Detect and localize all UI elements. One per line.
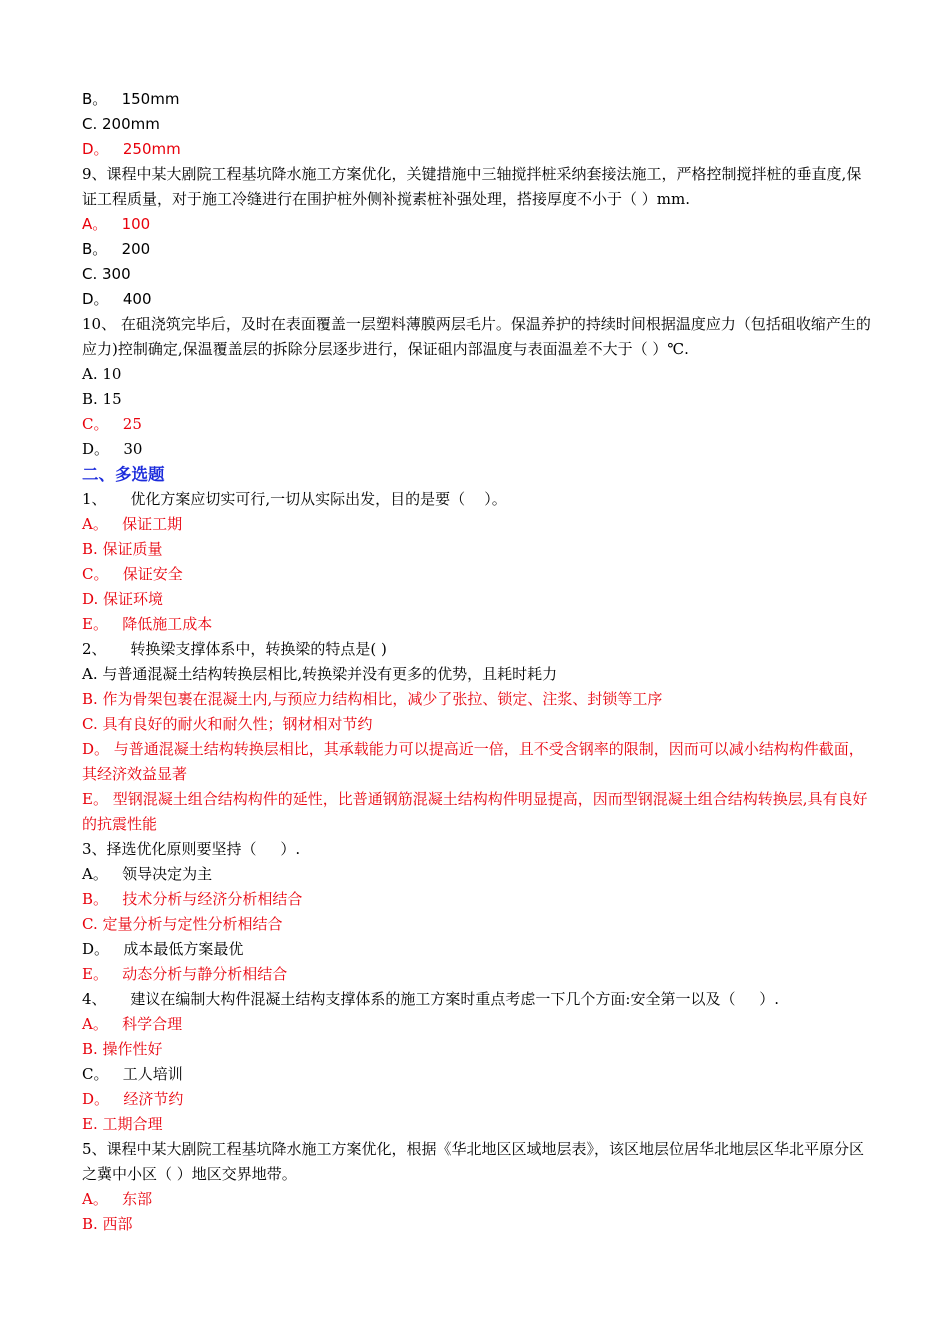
mq4-question: 4、 建议在编制大构件混凝土结构支撑体系的施工方案时重点考虑一下几个方面:安全第一以及（ ）.: [82, 990, 780, 1008]
mq3-option-b-correct: B。 技术分析与经济分析相结合: [82, 890, 303, 908]
mq3-option-d: D。 成本最低方案最优: [82, 940, 244, 958]
mq5-option-b-correct: B. 西部: [82, 1215, 133, 1233]
q10-question: 10、 在砠浇筑完毕后，及时在表面覆盖一层塑料薄膜两层毛片。保温养护的持续时间根据温度应力（包括砠收缩产生的应力)控制确定,保温覆盖层的拆除分层逐步进行，保证砠内部温度与表面温差不大于（ ）℃.: [82, 315, 871, 358]
mq3-question: 3、择选优化原则要坚持（ ）.: [82, 840, 301, 858]
q8-option-d-correct: D。 250mm: [82, 140, 181, 158]
mq1-option-a-correct: A。 保证工期: [82, 515, 183, 533]
q10-option-a: A. 10: [82, 365, 122, 383]
mq4-option-e-correct: E. 工期合理: [82, 1115, 163, 1133]
mq4-option-b-correct: B. 操作性好: [82, 1040, 163, 1058]
mq3-option-e-correct: E。 动态分析与静分析相结合: [82, 965, 288, 983]
mq1-option-b-correct: B. 保证质量: [82, 540, 163, 558]
section-heading-multiple-choice: 二、多选题: [82, 465, 165, 484]
mq1-option-d-correct: D. 保证环境: [82, 590, 164, 608]
mq3-option-c-correct: C. 定量分析与定性分析相结合: [82, 915, 283, 933]
q10-option-b: B. 15: [82, 390, 122, 408]
mq5-option-a-correct: A。 东部: [82, 1190, 153, 1208]
mq2-question: 2、 转换梁支撑体系中，转换梁的特点是( ): [82, 640, 387, 658]
mq4-option-d-correct: D。 经济节约: [82, 1090, 184, 1108]
q10-option-d: D。 30: [82, 440, 143, 458]
mq3-option-a: A。 领导决定为主: [82, 865, 213, 883]
mq1-option-e-correct: E。 降低施工成本: [82, 615, 213, 633]
mq2-option-d-correct: D。 与普通混凝土结构转换层相比，其承载能力可以提高近一倍，且不受含钢率的限制，因而可以减小结构构件截面，其经济效益显著: [82, 740, 864, 783]
mq2-option-b-correct: B. 作为骨架包裹在混凝土内,与预应力结构相比，减少了张拉、锁定、注浆、封锁等工序: [82, 690, 663, 708]
q9-option-b: B。 200: [82, 240, 151, 258]
q9-question: 9、课程中某大剧院工程基坑降水施工方案优化，关键措施中三轴搅拌桩采纳套接法施工，严格控制搅拌桩的垂直度,保证工程质量，对于施工冷缝进行在围护桩外侧补搅素桩补强处理，搭接厚度不小于（ ）mm.: [82, 165, 862, 208]
q9-option-c: C. 300: [82, 265, 131, 283]
mq1-option-c-correct: C。 保证安全: [82, 565, 183, 583]
mq2-option-e-correct: E。 型钢混凝土组合结构构件的延性，比普通钢筋混凝土结构构件明显提高，因而型钢混凝土组合结构转换层,具有良好的抗震性能: [82, 790, 868, 833]
mq5-question: 5、课程中某大剧院工程基坑降水施工方案优化，根据《华北地区区域地层表》，该区地层位居华北地层区华北平原分区之冀中小区（ ）地区交界地带。: [82, 1140, 865, 1183]
mq2-option-c-correct: C. 具有良好的耐火和耐久性；钢材相对节约: [82, 715, 373, 733]
mq4-option-c: C。 工人培训: [82, 1065, 183, 1083]
q8-option-c: C. 200mm: [82, 115, 160, 133]
q9-option-d: D。 400: [82, 290, 152, 308]
q8-option-b: B。 150mm: [82, 90, 180, 108]
q10-option-c-correct: C。 25: [82, 415, 142, 433]
document-page: [82, 87, 872, 1237]
mq1-question: 1、 优化方案应切实可行,一切从实际出发，目的是要（ ）。: [82, 490, 507, 508]
mq4-option-a-correct: A。 科学合理: [82, 1015, 183, 1033]
mq2-option-a: A. 与普通混凝土结构转换层相比,转换梁并没有更多的优势，且耗时耗力: [82, 665, 558, 683]
q9-option-a-correct: A。 100: [82, 215, 151, 233]
